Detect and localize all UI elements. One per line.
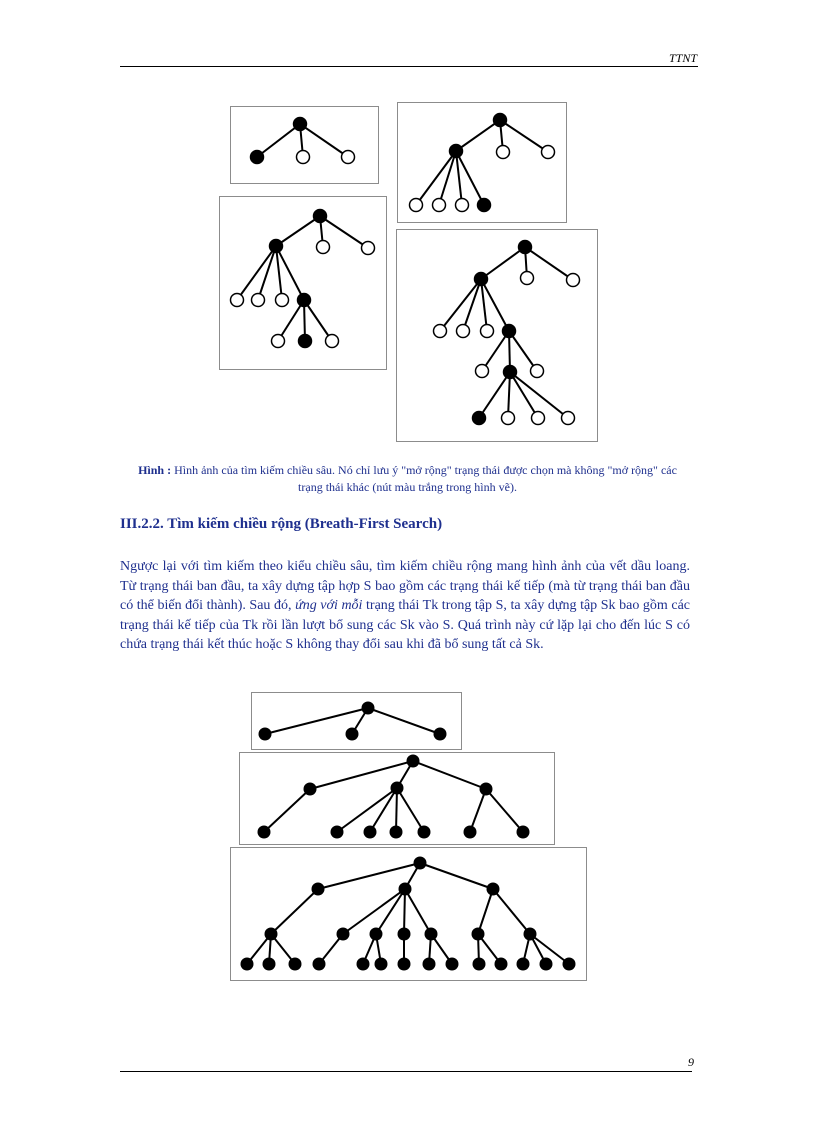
tree-node-expanded	[473, 412, 486, 425]
dfs-tree-step-1-drawing	[231, 107, 378, 183]
tree-edge	[420, 863, 493, 889]
tree-edge	[439, 151, 456, 205]
tree-edge	[337, 788, 397, 832]
tree-node-expanded	[270, 240, 283, 253]
tree-node-expanded	[519, 241, 532, 254]
tree-node-open	[231, 294, 244, 307]
tree-node-expanded	[251, 151, 264, 164]
tree-node-open	[297, 151, 310, 164]
tree-node-expanded	[517, 826, 530, 839]
figure-caption	[125, 462, 690, 496]
tree-node-open	[362, 242, 375, 255]
tree-node-expanded	[259, 728, 272, 741]
tree-node-open	[276, 294, 289, 307]
tree-node-expanded	[398, 928, 411, 941]
tree-edge	[404, 889, 405, 934]
tree-node-expanded	[540, 958, 553, 971]
tree-node-expanded	[263, 958, 276, 971]
dfs-tree-step-2-drawing	[398, 103, 566, 222]
tree-node-expanded	[312, 883, 325, 896]
tree-edge	[237, 246, 276, 300]
tree-node-open	[532, 412, 545, 425]
tree-node-expanded	[472, 928, 485, 941]
tree-node-open	[326, 335, 339, 348]
page-number: 9	[688, 1055, 694, 1069]
tree-edge	[479, 372, 510, 418]
tree-edge	[413, 761, 486, 789]
tree-edge	[463, 279, 481, 331]
tree-node-expanded	[517, 958, 530, 971]
paragraph-text-2: trạng thái Tk trong tập S, ta xây dựng tập Sk bao gồm các trạng thái kế tiếp của Tk rồi lần lượt bổ sung các Sk vào S. Quá trình này cứ lặp lại cho đến lúc S có chứa trạng thái kết thúc hoặc S không thay đổi sau khi đã bổ sung tất cả Sk.	[120, 598, 691, 652]
tree-node-expanded	[407, 755, 420, 768]
tree-node-open	[567, 274, 580, 287]
tree-node-expanded	[399, 883, 412, 896]
tree-edge	[368, 708, 440, 734]
tree-node-open	[272, 335, 285, 348]
tree-edge	[440, 279, 481, 331]
tree-node-expanded	[418, 826, 431, 839]
caption-label: Hình :	[138, 463, 172, 477]
tree-node-expanded	[434, 728, 447, 741]
tree-node-expanded	[478, 199, 491, 212]
tree-node-expanded	[258, 826, 271, 839]
tree-node-open	[531, 365, 544, 378]
tree-edge	[493, 889, 530, 934]
tree-node-open	[502, 412, 515, 425]
tree-node-expanded	[299, 335, 312, 348]
dfs-tree-step-3	[219, 196, 387, 370]
tree-node-expanded	[480, 783, 493, 796]
caption-text: Hình ảnh của tìm kiếm chiều sâu. Nó chỉ lưu ý "mở rộng" trạng thái được chọn mà không "mở rộng" các trạng thái khác (nút màu trắng trong hình vẽ).	[171, 463, 677, 494]
tree-node-open	[456, 199, 469, 212]
tree-node-open	[481, 325, 494, 338]
tree-node-open	[433, 199, 446, 212]
tree-node-open	[497, 146, 510, 159]
tree-edge	[257, 124, 300, 157]
tree-node-expanded	[346, 728, 359, 741]
bfs-tree-level-3	[230, 847, 587, 981]
tree-edge	[376, 889, 405, 934]
paragraph-emphasis: ứng với mỗi	[295, 598, 363, 613]
tree-node-expanded	[337, 928, 350, 941]
paragraph-text-1: Ngược lại với tìm kiếm theo kiểu chiều sâu, tìm kiếm chiều rộng mang hình ảnh của vết dầu loang. Từ trạng thái ban đầu, ta xây dựng tập hợp S bao gồm các trạng thái kế tiếp (mà từ trạng thái ban đầu có thể biến đổi thành). Sau đó,	[120, 559, 690, 613]
tree-node-expanded	[364, 826, 377, 839]
bfs-tree-level-1	[251, 692, 462, 750]
tree-node-expanded	[423, 958, 436, 971]
tree-node-expanded	[375, 958, 388, 971]
tree-node-expanded	[503, 325, 516, 338]
tree-edge	[486, 789, 523, 832]
tree-node-expanded	[314, 210, 327, 223]
tree-node-expanded	[241, 958, 254, 971]
tree-edge	[405, 889, 431, 934]
tree-node-expanded	[487, 883, 500, 896]
tree-node-expanded	[390, 826, 403, 839]
tree-edge	[276, 216, 320, 246]
tree-node-expanded	[494, 114, 507, 127]
tree-node-expanded	[563, 958, 576, 971]
tree-edge	[416, 151, 456, 205]
tree-node-open	[410, 199, 423, 212]
tree-node-open	[521, 272, 534, 285]
tree-node-expanded	[313, 958, 326, 971]
dfs-tree-step-3-drawing	[220, 197, 386, 369]
tree-node-expanded	[504, 366, 517, 379]
tree-node-expanded	[357, 958, 370, 971]
bfs-tree-level-2	[239, 752, 555, 845]
tree-edge	[370, 788, 397, 832]
tree-node-expanded	[370, 928, 383, 941]
tree-node-open	[457, 325, 470, 338]
tree-edge	[343, 889, 405, 934]
tree-edge	[509, 331, 537, 371]
tree-node-expanded	[391, 782, 404, 795]
tree-node-expanded	[362, 702, 375, 715]
tree-node-expanded	[450, 145, 463, 158]
section-heading: III.2.2. Tìm kiếm chiều rộng (Breath-First Search)	[120, 516, 443, 532]
tree-node-expanded	[265, 928, 278, 941]
header-rule	[120, 66, 698, 67]
bfs-tree-level-2-drawing	[240, 753, 554, 844]
tree-node-open	[434, 325, 447, 338]
dfs-tree-step-4	[396, 229, 598, 442]
tree-node-open	[542, 146, 555, 159]
bfs-tree-level-3-drawing	[231, 848, 586, 980]
tree-node-expanded	[464, 826, 477, 839]
tree-node-expanded	[298, 294, 311, 307]
tree-node-expanded	[398, 958, 411, 971]
tree-node-expanded	[446, 958, 459, 971]
tree-edge	[456, 120, 500, 151]
bfs-tree-level-1-drawing	[252, 693, 461, 749]
tree-edge	[271, 889, 318, 934]
tree-edge	[264, 789, 310, 832]
tree-edge	[478, 889, 493, 934]
dfs-tree-step-2	[397, 102, 567, 223]
tree-node-expanded	[473, 958, 486, 971]
tree-node-open	[252, 294, 265, 307]
tree-node-expanded	[425, 928, 438, 941]
tree-node-expanded	[495, 958, 508, 971]
tree-edge	[396, 788, 397, 832]
dfs-tree-step-4-drawing	[397, 230, 597, 441]
tree-node-expanded	[524, 928, 537, 941]
tree-node-open	[317, 241, 330, 254]
tree-node-expanded	[289, 958, 302, 971]
tree-edge	[397, 788, 424, 832]
tree-node-open	[476, 365, 489, 378]
footer-rule	[120, 1071, 692, 1072]
tree-edge	[510, 372, 538, 418]
tree-node-expanded	[331, 826, 344, 839]
tree-node-open	[562, 412, 575, 425]
tree-node-open	[342, 151, 355, 164]
section-paragraph	[120, 557, 690, 655]
tree-node-expanded	[304, 783, 317, 796]
header-title: TTNT	[668, 51, 697, 65]
tree-node-expanded	[294, 118, 307, 131]
tree-edge	[481, 247, 525, 279]
tree-node-expanded	[414, 857, 427, 870]
dfs-tree-step-1	[230, 106, 379, 184]
tree-edge	[258, 246, 276, 300]
tree-edge	[470, 789, 486, 832]
tree-node-expanded	[475, 273, 488, 286]
